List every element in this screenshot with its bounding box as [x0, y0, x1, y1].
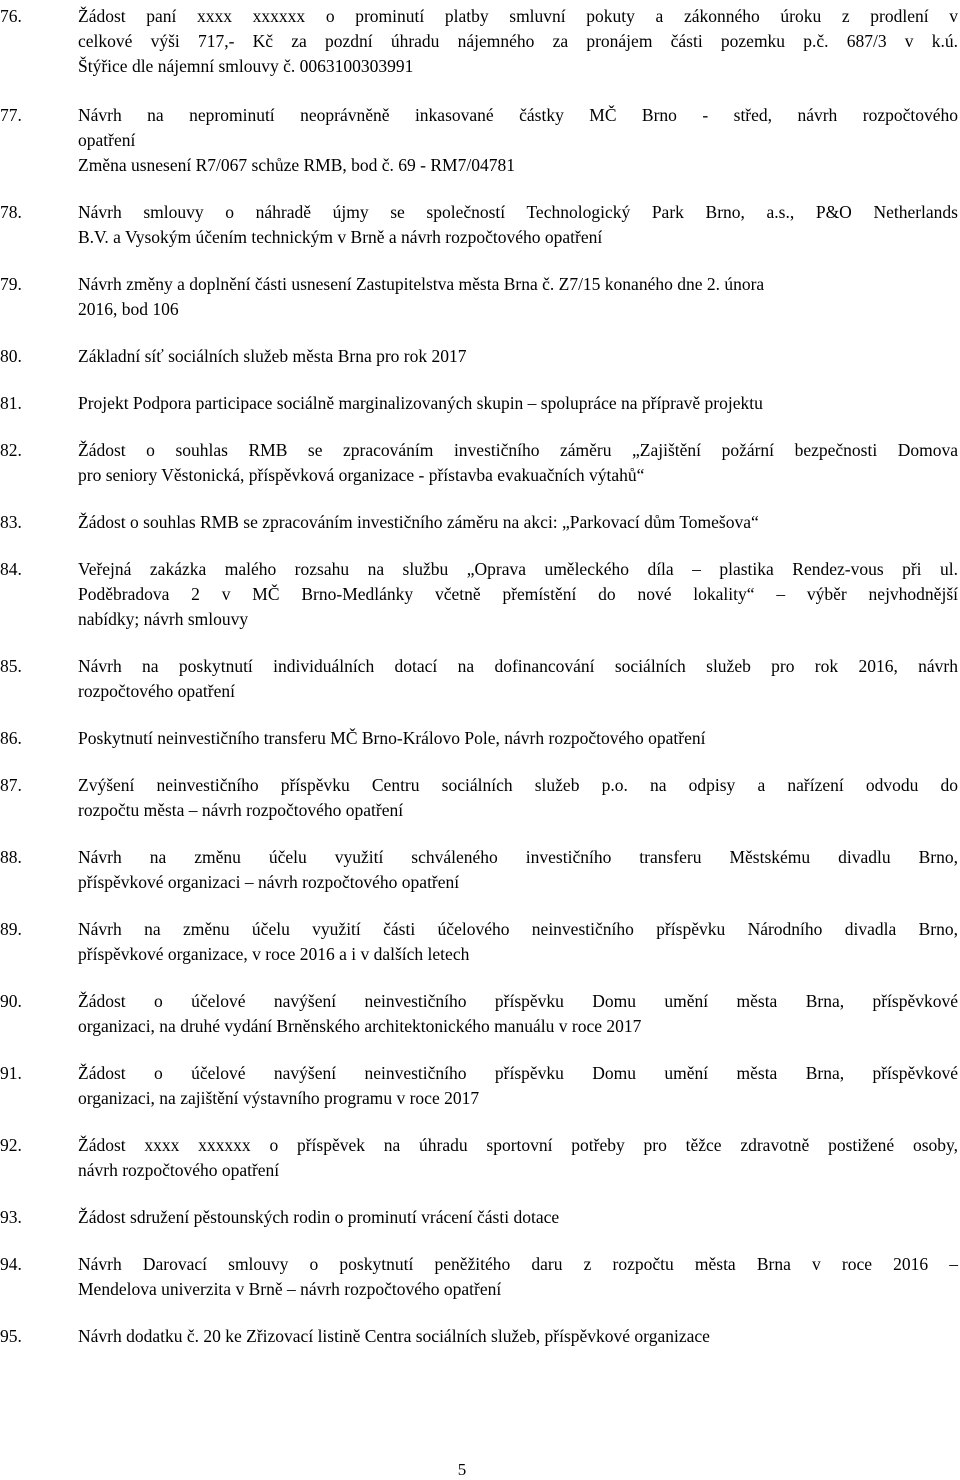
agenda-item-95	[0, 1324, 960, 1349]
item-line: pro seniory Věstonická, příspěvková organizace - přístavba evakuačních výtahů“	[78, 465, 645, 485]
item-number: 92.	[0, 1135, 22, 1155]
agenda-item-79	[0, 272, 960, 322]
item-text	[78, 1061, 958, 1111]
item-number: 94.	[0, 1254, 22, 1274]
item-line: nabídky; návrh smlouvy	[78, 609, 249, 629]
item-line: Veřejná zakázka malého rozsahu na službu „Oprava uměleckého díla – plastika Rendez-vous při ul.	[78, 559, 958, 579]
agenda-item-83	[0, 510, 960, 535]
item-text	[78, 510, 958, 535]
agenda-item-94	[0, 1252, 960, 1302]
item-text	[78, 1133, 958, 1183]
item-line: Žádost o účelové navýšení neinvestičního příspěvku Domu umění města Brna, příspěvkové	[78, 1063, 958, 1083]
item-number: 89.	[0, 919, 22, 939]
item-number: 86.	[0, 728, 22, 748]
item-line: Poděbradova 2 v MČ Brno-Medlánky včetně přemístění do nové lokality“ – výběr nejvhodnější	[78, 584, 958, 604]
item-number: 78.	[0, 202, 22, 222]
item-text	[78, 1324, 958, 1349]
item-line: 2016, bod 106	[78, 299, 179, 319]
item-text	[78, 654, 958, 704]
item-line: Návrh na změnu účelu využití schváleného investičního transferu Městskému divadlu Brno,	[78, 847, 958, 867]
item-text	[78, 200, 958, 250]
agenda-item-93	[0, 1205, 960, 1230]
item-line: Žádost o souhlas RMB se zpracováním investičního záměru „Zajištění požární bezpečnosti Domova	[78, 440, 958, 460]
item-line: návrh rozpočtového opatření	[78, 1160, 280, 1180]
agenda-item-92	[0, 1133, 960, 1183]
agenda-item-90	[0, 989, 960, 1039]
item-number: 93.	[0, 1207, 22, 1227]
item-line: Žádost o souhlas RMB se zpracováním investičního záměru na akci: „Parkovací dům Tomešova“	[78, 512, 759, 532]
item-line: Návrh změny a doplnění části usnesení Zastupitelstva města Brna č. Z7/15 konaného dne 2. února	[78, 274, 765, 294]
item-line: B.V. a Vysokým účením technickým v Brně a návrh rozpočtového opatření	[78, 227, 603, 247]
agenda-item-84	[0, 557, 960, 632]
item-number: 87.	[0, 775, 22, 795]
item-text	[78, 391, 958, 416]
item-line: příspěvkové organizaci – návrh rozpočtového opatření	[78, 872, 460, 892]
item-line: Mendelova univerzita v Brně – návrh rozpočtového opatření	[78, 1279, 502, 1299]
item-number: 83.	[0, 512, 22, 532]
agenda-item-86	[0, 726, 960, 751]
item-line: Žádost o účelové navýšení neinvestičního příspěvku Domu umění města Brna, příspěvkové	[78, 991, 958, 1011]
item-line: celkové výši 717,- Kč za pozdní úhradu nájemného za pronájem části pozemku p.č. 687/3 v k.ú.	[78, 31, 958, 51]
agenda-list	[0, 4, 960, 1349]
item-line: Projekt Podpora participace sociálně marginalizovaných skupin – spolupráce na přípravě projektu	[78, 393, 763, 413]
item-text	[78, 726, 958, 751]
item-line: Žádost paní xxxx xxxxxx o prominutí platby smluvní pokuty a zákonného úroku z prodlení v	[78, 6, 958, 26]
item-line: Základní síť sociálních služeb města Brna pro rok 2017	[78, 346, 467, 366]
item-line: opatření	[78, 130, 136, 150]
page-number: 5	[457, 1460, 467, 1479]
item-line: rozpočtového opatření	[78, 681, 235, 701]
item-line: Změna usnesení R7/067 schůze RMB, bod č. 69 - RM7/04781	[78, 155, 515, 175]
item-text	[78, 103, 958, 178]
agenda-item-91	[0, 1061, 960, 1111]
agenda-item-78	[0, 200, 960, 250]
item-text	[78, 1252, 958, 1302]
agenda-item-80	[0, 344, 960, 369]
item-line: Žádost xxxx xxxxxx o příspěvek na úhradu sportovní potřeby pro těžce zdravotně postižené osoby,	[78, 1135, 958, 1155]
item-line: Návrh smlouvy o náhradě újmy se společností Technologický Park Brno, a.s., P&O Netherlands	[78, 202, 958, 222]
item-line: Poskytnutí neinvestičního transferu MČ Brno-Královo Pole, návrh rozpočtového opatření	[78, 728, 706, 748]
item-text	[78, 845, 958, 895]
agenda-item-76	[0, 4, 960, 79]
item-number: 84.	[0, 559, 22, 579]
agenda-item-88	[0, 845, 960, 895]
agenda-item-89	[0, 917, 960, 967]
item-number: 81.	[0, 393, 22, 413]
item-line: Návrh na poskytnutí individuálních dotací na dofinancování sociálních služeb pro rok 2016, návrh	[78, 656, 958, 676]
item-number: 82.	[0, 440, 22, 460]
item-number: 91.	[0, 1063, 22, 1083]
item-number: 85.	[0, 656, 22, 676]
item-text	[78, 557, 958, 632]
item-line: Návrh na změnu účelu využití části účelového neinvestičního příspěvku Národního divadla Brno,	[78, 919, 958, 939]
item-line: příspěvkové organizace, v roce 2016 a i v dalších letech	[78, 944, 470, 964]
item-line: Štýřice dle nájemní smlouvy č. 0063100303991	[78, 56, 414, 76]
agenda-item-85	[0, 654, 960, 704]
item-line: Žádost sdružení pěstounských rodin o prominutí vrácení části dotace	[78, 1207, 560, 1227]
item-text	[78, 272, 958, 322]
page-footer	[0, 1460, 960, 1480]
item-text	[78, 1205, 958, 1230]
item-text	[78, 917, 958, 967]
item-text	[78, 4, 958, 79]
item-text	[78, 438, 958, 488]
item-number: 77.	[0, 105, 22, 125]
item-line: Zvýšení neinvestičního příspěvku Centru sociálních služeb p.o. na odpisy a nařízení odvodu do	[78, 775, 958, 795]
item-line: Návrh dodatku č. 20 ke Zřizovací listině Centra sociálních služeb, příspěvkové organizace	[78, 1326, 710, 1346]
item-line: organizaci, na zajištění výstavního programu v roce 2017	[78, 1088, 480, 1108]
item-number: 76.	[0, 6, 22, 26]
item-number: 90.	[0, 991, 22, 1011]
item-text	[78, 773, 958, 823]
item-text	[78, 989, 958, 1039]
item-line: Návrh Darovací smlouvy o poskytnutí peněžitého daru z rozpočtu města Brna v roce 2016 –	[78, 1254, 958, 1274]
item-number: 95.	[0, 1326, 22, 1346]
item-number: 79.	[0, 274, 22, 294]
agenda-item-82	[0, 438, 960, 488]
item-number: 80.	[0, 346, 22, 366]
item-line: Návrh na neprominutí neoprávněně inkasované částky MČ Brno - střed, návrh rozpočtového	[78, 105, 958, 125]
item-line: organizaci, na druhé vydání Brněnského architektonického manuálu v roce 2017	[78, 1016, 642, 1036]
item-number: 88.	[0, 847, 22, 867]
agenda-item-81	[0, 391, 960, 416]
item-line: rozpočtu města – návrh rozpočtového opatření	[78, 800, 404, 820]
item-text	[78, 344, 958, 369]
agenda-item-77	[0, 103, 960, 178]
agenda-item-87	[0, 773, 960, 823]
